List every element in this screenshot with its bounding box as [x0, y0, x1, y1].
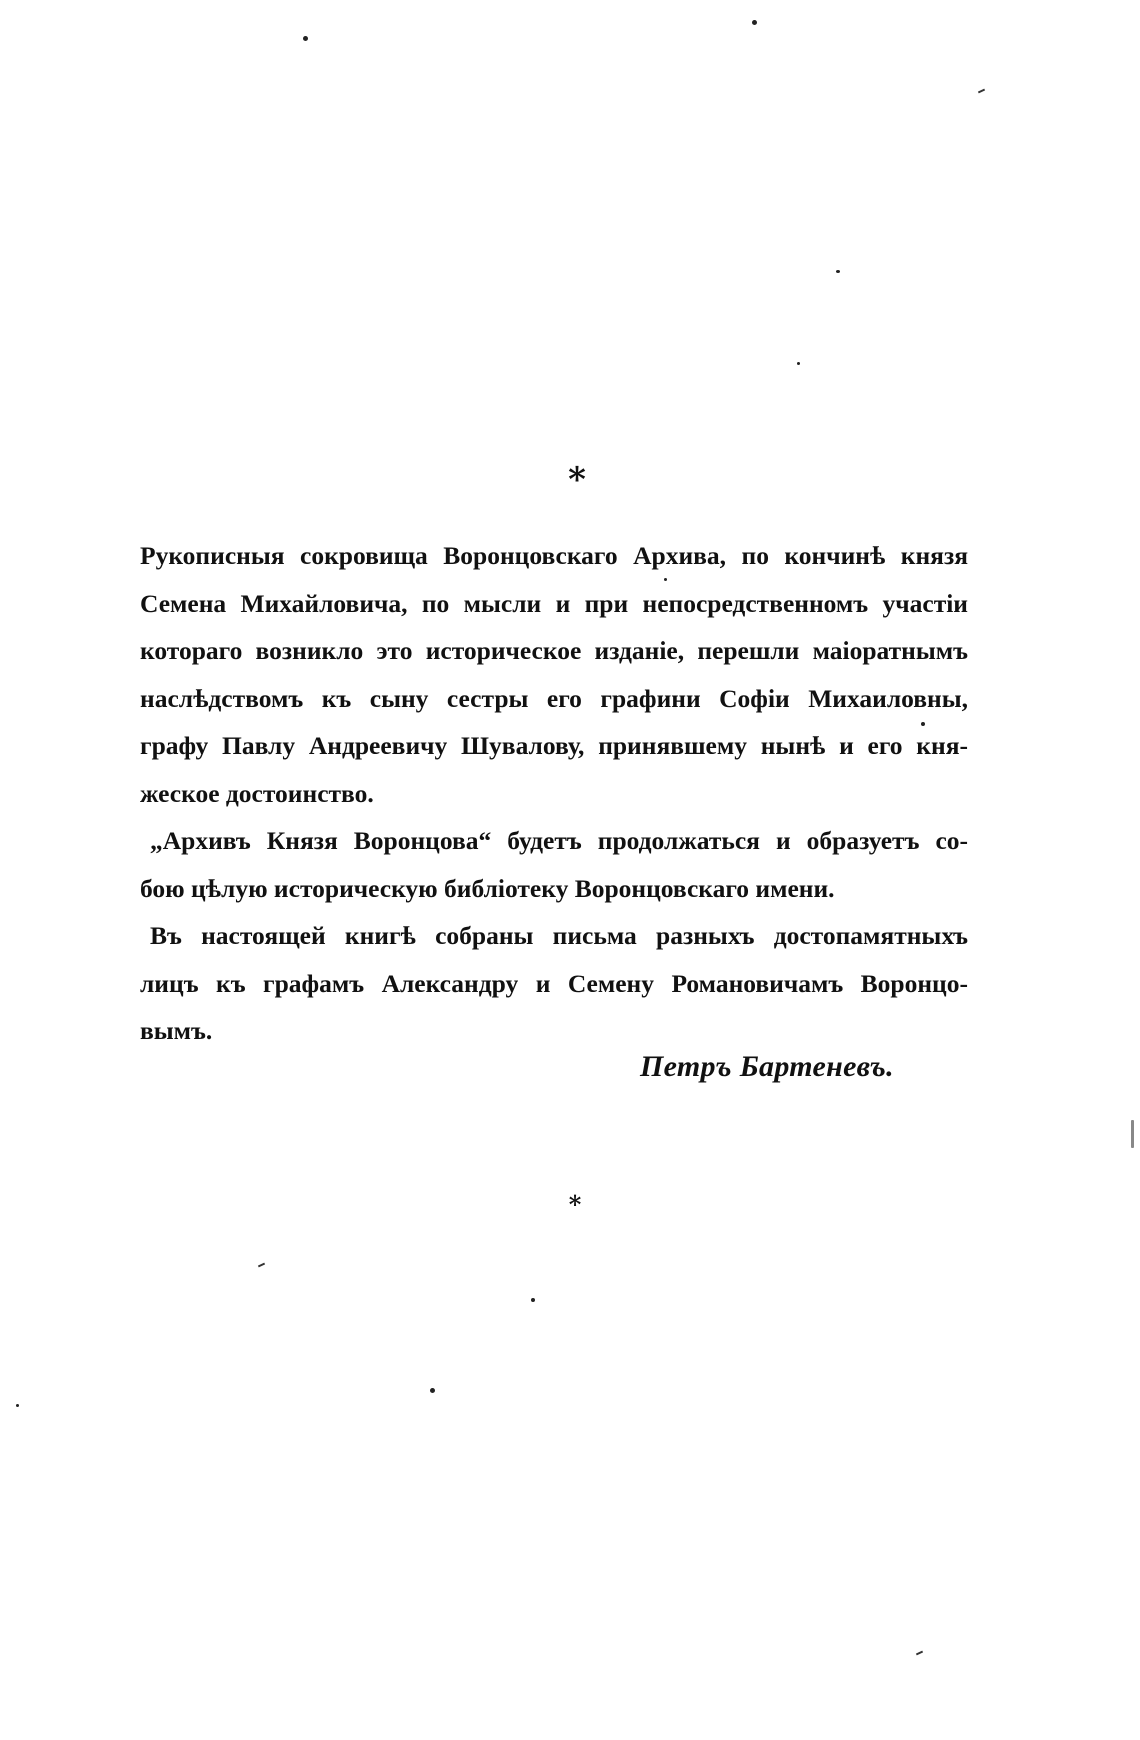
text-line: графу Павлу Андреевичу Шувалову, принявшему нынѣ и его кня- [140, 731, 968, 760]
print-speck [16, 1404, 19, 1407]
text-line: „Архивъ Князя Воронцова“ будетъ продолжаться и образуетъ со- [150, 826, 968, 855]
print-speck [1131, 1120, 1134, 1148]
text-line: Въ настоящей книгѣ собраны письма разныхъ достопамятныхъ [150, 921, 968, 950]
text-line: лицъ къ графамъ Александру и Семену Романовичамъ Воронцо- [140, 968, 968, 998]
bottom-ornament: * [568, 1190, 582, 1219]
text-line: наслѣдствомъ къ сыну сестры его графини Софіи Михаиловны, [140, 683, 968, 713]
text-line: жеское достоинство. [140, 778, 374, 808]
top-ornament: * [568, 460, 586, 500]
text-line: котораго возникло это историческое изданіе, перешли маіоратнымъ [140, 636, 968, 665]
print-speck [258, 1263, 265, 1268]
print-speck [752, 20, 757, 25]
print-speck [978, 89, 985, 94]
text-line: бою цѣлую историческую библіотеку Воронцовскаго имени. [140, 873, 835, 903]
text-line: Семена Михайловича, по мысли и при непосредственномъ участіи [140, 588, 968, 618]
print-speck [303, 36, 308, 41]
paragraph-1 [130, 532, 968, 817]
paragraph-2 [130, 817, 968, 912]
print-speck [797, 362, 800, 365]
print-speck [916, 1651, 923, 1656]
paragraph-3 [130, 912, 968, 1055]
print-speck [531, 1298, 535, 1302]
print-speck [430, 1388, 435, 1393]
text-line: вымъ. [140, 1016, 213, 1045]
author-signature: Петръ Бартеневъ. [640, 1050, 894, 1083]
text-line: Рукописныя сокровища Воронцовскаго Архива, по кончинѣ князя [140, 541, 968, 570]
print-speck [836, 270, 840, 273]
body-text [130, 532, 968, 1055]
